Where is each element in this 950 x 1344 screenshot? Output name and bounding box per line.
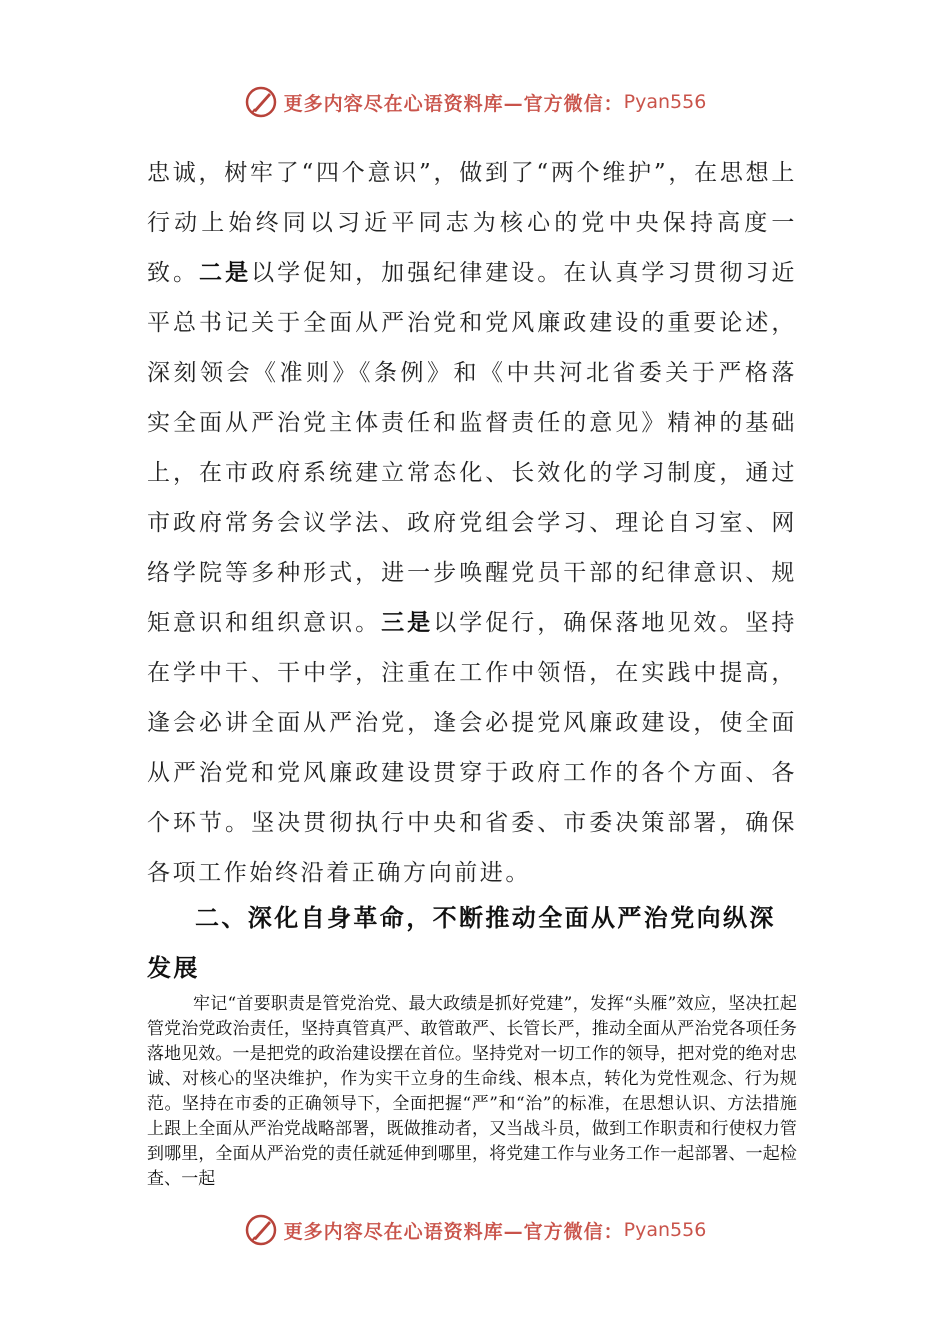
- section-heading: 二、深化自身革命，不断推动全面从严治党向纵深发展: [147, 903, 776, 982]
- body-paragraph: [147, 148, 797, 898]
- paragraph-text: 以学促行，确保落地见效。坚持在学中干、干中学，注重在工作中领悟，在实践中提高，逢会必讲全面从严治党，逢会必提党风廉政建设，使全面从严治党和党风廉政建设贯穿于政府工作的各个方面、各个环节。坚决贯彻执行中央和省委、市委决策部署，确保各项工作始终沿着正确方向前进。: [147, 610, 798, 886]
- banner-text: 更多内容尽在心语资料库—官方微信：: [283, 92, 624, 115]
- bold-marker-two: 二是: [199, 259, 252, 286]
- banner-wechat-id: Pyan556: [623, 1219, 707, 1241]
- footer-banner: [0, 1210, 950, 1250]
- paragraph-text: 以学促知，加强纪律建设。在认真学习贯彻习近平总书记关于全面从严治党和党风廉政建设的重要论述，深刻领会《准则》《条例》和《中共河北省委关于严格落实全面从严治党主体责任和监督责任的意见》精神的基础上，在市政府系统建立常态化、长效化的学习制度，通过市政府常务会议学法、政府党组会学习、理论自习室、网络学院等多种形式，进一步唤醒党员干部的纪律意识、规矩意识和组织意识。: [147, 260, 798, 636]
- bold-marker-three: 三是: [381, 609, 434, 636]
- paragraph-text: 忠诚，树牢了“四个意识”，做到了“两个维护”，在思想上行动上始终同以习近平同志为核心的党中央保持高度一致。: [147, 160, 797, 286]
- header-banner: [0, 82, 950, 122]
- section-paragraph: 牢记“首要职责是管党治党、最大政绩是抓好党建”，发挥“头雁”效应，坚决扛起管党治党政治责任，坚持真管真严、敢管敢严、长管长严，推动全面从严治党各项任务落地见效。一是把党的政治建设摆在首位。坚持党对一切工作的领导，把对党的绝对忠诚、对核心的坚决维护，作为实干立身的生命线、根本点，转化为党性观念、行为规范。坚持在市委的正确领导下，全面把握“严”和“治”的标准，在思想认识、方法措施上跟上全面从严治党战略部署，既做推动者，又当战斗员，做到工作职责和行使权力管到哪里，全面从严治党的责任就延伸到哪里，将党建工作与业务工作一起部署、一起检查、一起: [147, 994, 797, 1189]
- quill-logo-icon: [244, 85, 278, 119]
- banner-text: 更多内容尽在心语资料库—官方微信：: [283, 1220, 624, 1243]
- quill-logo-icon: [244, 1213, 278, 1247]
- banner-wechat-id: Pyan556: [623, 91, 707, 113]
